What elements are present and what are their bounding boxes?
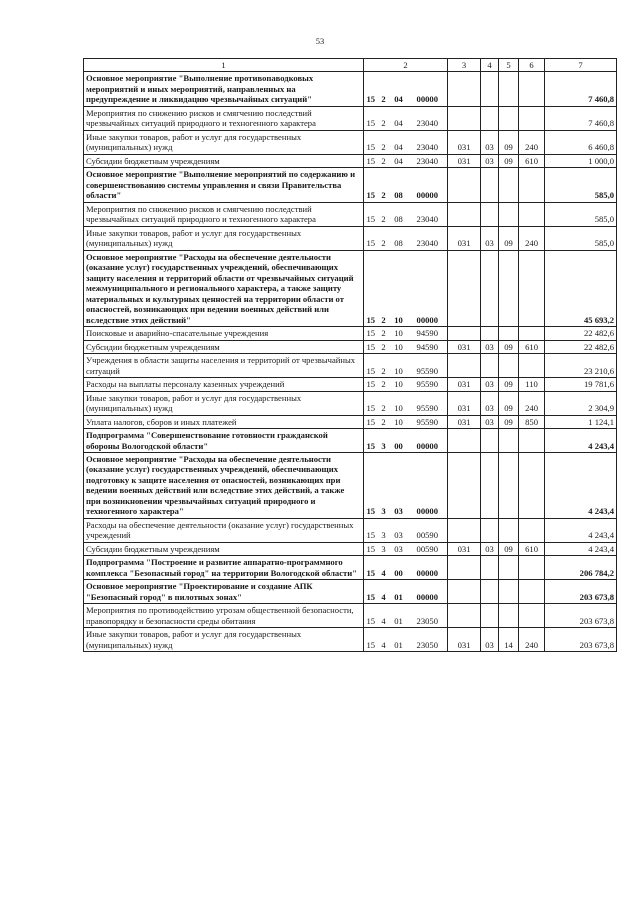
direction-code: 00000 (408, 580, 448, 604)
measure-code: 04 (390, 130, 408, 154)
grbs-code (448, 72, 481, 106)
amount: 4 243,4 (545, 429, 617, 453)
direction-code: 00000 (408, 429, 448, 453)
measure-code: 01 (390, 628, 408, 652)
direction-code: 23040 (408, 226, 448, 250)
table-row (84, 340, 617, 353)
table-row (84, 106, 617, 130)
grbs-code (448, 106, 481, 130)
row-name: Основное мероприятие "Проектирование и создание АПК "Безопасный город" в пилотных зонах" (84, 580, 364, 604)
row-name: Основное мероприятие "Расходы на обеспечение деятельности (оказание услуг) государственных учреждений, обеспечивающих защиту населения и территорий области от чрезвычайных ситуаций межмуниципального и регионального характера, а также защиту материальных и культурных ценностей на территории области от опасностей, возникающих при ведении военных действий или вследствие этих действий" (84, 250, 364, 326)
grbs-code: 031 (448, 130, 481, 154)
direction-code: 00590 (408, 518, 448, 542)
budget-table (83, 58, 617, 652)
measure-code: 01 (390, 604, 408, 628)
grbs-code (448, 580, 481, 604)
grbs-code (448, 354, 481, 378)
expense-type-code (519, 518, 545, 542)
section-code: 03 (481, 542, 499, 555)
expense-type-code (519, 452, 545, 518)
expense-type-code: 240 (519, 628, 545, 652)
amount: 6 460,8 (545, 130, 617, 154)
amount: 1 000,0 (545, 154, 617, 167)
subprogram-code: 3 (378, 452, 390, 518)
program-code: 15 (364, 378, 378, 391)
table-row (84, 452, 617, 518)
amount: 585,0 (545, 202, 617, 226)
measure-code: 08 (390, 226, 408, 250)
section-code (481, 106, 499, 130)
direction-code: 95590 (408, 415, 448, 428)
direction-code: 23040 (408, 130, 448, 154)
direction-code: 94590 (408, 340, 448, 353)
measure-code: 08 (390, 202, 408, 226)
grbs-code: 031 (448, 415, 481, 428)
subsection-code: 09 (499, 340, 519, 353)
column-header-6: 6 (519, 59, 545, 72)
subprogram-code: 2 (378, 327, 390, 340)
row-name: Мероприятия по противодействию угрозам общественной безопасности, правопорядку и безопасности среды обитания (84, 604, 364, 628)
row-name: Субсидии бюджетным учреждениям (84, 542, 364, 555)
amount: 22 482,6 (545, 340, 617, 353)
table-row (84, 415, 617, 428)
direction-code: 94590 (408, 327, 448, 340)
direction-code: 95590 (408, 391, 448, 415)
measure-code: 10 (390, 354, 408, 378)
table-row (84, 429, 617, 453)
program-code: 15 (364, 250, 378, 326)
subsection-code (499, 202, 519, 226)
subsection-code (499, 250, 519, 326)
amount: 23 210,6 (545, 354, 617, 378)
row-name: Поисковые и аварийно-спасательные учреждения (84, 327, 364, 340)
expense-type-code (519, 556, 545, 580)
measure-code: 04 (390, 106, 408, 130)
direction-code: 00000 (408, 72, 448, 106)
section-code: 03 (481, 378, 499, 391)
row-name: Подпрограмма "Совершенствование готовности гражданской обороны Вологодской области" (84, 429, 364, 453)
grbs-code (448, 168, 481, 202)
subsection-code: 09 (499, 130, 519, 154)
table-row (84, 391, 617, 415)
amount: 7 460,8 (545, 106, 617, 130)
section-code: 03 (481, 154, 499, 167)
expense-type-code (519, 106, 545, 130)
expense-type-code (519, 327, 545, 340)
section-code (481, 556, 499, 580)
table-row (84, 354, 617, 378)
expense-type-code (519, 354, 545, 378)
table-row (84, 628, 617, 652)
direction-code: 23050 (408, 604, 448, 628)
direction-code: 23040 (408, 106, 448, 130)
measure-code: 10 (390, 340, 408, 353)
measure-code: 04 (390, 72, 408, 106)
expense-type-code: 610 (519, 340, 545, 353)
grbs-code (448, 250, 481, 326)
measure-code: 10 (390, 415, 408, 428)
grbs-code (448, 452, 481, 518)
subprogram-code: 3 (378, 542, 390, 555)
expense-type-code (519, 250, 545, 326)
amount: 206 784,2 (545, 556, 617, 580)
amount: 203 673,8 (545, 580, 617, 604)
subsection-code (499, 106, 519, 130)
expense-type-code: 240 (519, 130, 545, 154)
program-code: 15 (364, 154, 378, 167)
table-row (84, 72, 617, 106)
program-code: 15 (364, 429, 378, 453)
expense-type-code (519, 429, 545, 453)
subprogram-code: 2 (378, 415, 390, 428)
section-code (481, 354, 499, 378)
direction-code: 00000 (408, 556, 448, 580)
grbs-code: 031 (448, 542, 481, 555)
subsection-code: 14 (499, 628, 519, 652)
grbs-code: 031 (448, 154, 481, 167)
subsection-code (499, 327, 519, 340)
row-name: Подпрограмма "Построение и развитие аппаратно-программного комплекса "Безопасный город" на территории Вологодской области" (84, 556, 364, 580)
program-code: 15 (364, 580, 378, 604)
table-row (84, 250, 617, 326)
program-code: 15 (364, 340, 378, 353)
table-row (84, 378, 617, 391)
amount: 585,0 (545, 168, 617, 202)
row-name: Мероприятия по снижению рисков и смягчению последствий чрезвычайных ситуаций природного и техногенного характера (84, 202, 364, 226)
amount: 22 482,6 (545, 327, 617, 340)
section-code: 03 (481, 391, 499, 415)
subsection-code: 09 (499, 154, 519, 167)
measure-code: 10 (390, 391, 408, 415)
program-code: 15 (364, 542, 378, 555)
program-code: 15 (364, 327, 378, 340)
row-name: Основное мероприятие "Выполнение мероприятий по содержанию и совершенствованию системы управления и связи Правительства области" (84, 168, 364, 202)
table-row (84, 556, 617, 580)
measure-code: 10 (390, 327, 408, 340)
row-name: Расходы на выплаты персоналу казенных учреждений (84, 378, 364, 391)
subsection-code (499, 168, 519, 202)
expense-type-code: 850 (519, 415, 545, 428)
subsection-code (499, 452, 519, 518)
subsection-code (499, 518, 519, 542)
column-header-3: 3 (448, 59, 481, 72)
subprogram-code: 4 (378, 628, 390, 652)
section-code (481, 250, 499, 326)
row-name: Иные закупки товаров, работ и услуг для государственных (муниципальных) нужд (84, 226, 364, 250)
table-row (84, 518, 617, 542)
program-code: 15 (364, 226, 378, 250)
amount: 585,0 (545, 226, 617, 250)
program-code: 15 (364, 106, 378, 130)
row-name: Расходы на обеспечение деятельности (оказание услуг) государственных учреждений (84, 518, 364, 542)
table-header-row (84, 59, 617, 72)
section-code: 03 (481, 628, 499, 652)
subsection-code: 09 (499, 391, 519, 415)
amount: 2 304,9 (545, 391, 617, 415)
measure-code: 00 (390, 556, 408, 580)
grbs-code: 031 (448, 628, 481, 652)
expense-type-code (519, 168, 545, 202)
expense-type-code: 110 (519, 378, 545, 391)
section-code (481, 580, 499, 604)
subprogram-code: 2 (378, 72, 390, 106)
measure-code: 00 (390, 429, 408, 453)
measure-code: 10 (390, 250, 408, 326)
direction-code: 00590 (408, 542, 448, 555)
subprogram-code: 2 (378, 130, 390, 154)
row-name: Иные закупки товаров, работ и услуг для государственных (муниципальных) нужд (84, 391, 364, 415)
program-code: 15 (364, 628, 378, 652)
table-row (84, 580, 617, 604)
measure-code: 10 (390, 378, 408, 391)
row-name: Основное мероприятие "Выполнение противопаводковых мероприятий и иных мероприятий, направленных на предупреждение и ликвидацию чрезвычайных ситуаций" (84, 72, 364, 106)
row-name: Мероприятия по снижению рисков и смягчению последствий чрезвычайных ситуаций природного и техногенного характера (84, 106, 364, 130)
direction-code: 00000 (408, 250, 448, 326)
expense-type-code: 240 (519, 226, 545, 250)
table-row (84, 154, 617, 167)
page-number: 53 (315, 36, 325, 46)
section-code (481, 327, 499, 340)
column-header-2: 2 (364, 59, 448, 72)
measure-code: 03 (390, 518, 408, 542)
expense-type-code: 240 (519, 391, 545, 415)
subsection-code (499, 72, 519, 106)
grbs-code: 031 (448, 340, 481, 353)
grbs-code: 031 (448, 226, 481, 250)
subprogram-code: 4 (378, 580, 390, 604)
subsection-code (499, 429, 519, 453)
row-name: Субсидии бюджетным учреждениям (84, 154, 364, 167)
table-row (84, 327, 617, 340)
subsection-code (499, 354, 519, 378)
direction-code: 95590 (408, 354, 448, 378)
section-code (481, 429, 499, 453)
subprogram-code: 2 (378, 354, 390, 378)
subsection-code (499, 580, 519, 604)
amount: 7 460,8 (545, 72, 617, 106)
subprogram-code: 3 (378, 429, 390, 453)
table-row (84, 604, 617, 628)
direction-code: 00000 (408, 452, 448, 518)
subsection-code: 09 (499, 415, 519, 428)
column-header-7: 7 (545, 59, 617, 72)
program-code: 15 (364, 452, 378, 518)
subprogram-code: 2 (378, 168, 390, 202)
subprogram-code: 2 (378, 378, 390, 391)
subsection-code: 09 (499, 226, 519, 250)
program-code: 15 (364, 130, 378, 154)
program-code: 15 (364, 168, 378, 202)
program-code: 15 (364, 556, 378, 580)
expense-type-code (519, 72, 545, 106)
row-name: Субсидии бюджетным учреждениям (84, 340, 364, 353)
grbs-code (448, 556, 481, 580)
section-code (481, 202, 499, 226)
section-code (481, 518, 499, 542)
program-code: 15 (364, 415, 378, 428)
section-code (481, 72, 499, 106)
row-name: Уплата налогов, сборов и иных платежей (84, 415, 364, 428)
section-code: 03 (481, 226, 499, 250)
direction-code: 00000 (408, 168, 448, 202)
expense-type-code (519, 604, 545, 628)
measure-code: 08 (390, 168, 408, 202)
grbs-code (448, 429, 481, 453)
subprogram-code: 2 (378, 250, 390, 326)
program-code: 15 (364, 391, 378, 415)
section-code: 03 (481, 415, 499, 428)
grbs-code (448, 604, 481, 628)
subprogram-code: 2 (378, 154, 390, 167)
amount: 4 243,4 (545, 452, 617, 518)
measure-code: 04 (390, 154, 408, 167)
grbs-code: 031 (448, 378, 481, 391)
row-name: Иные закупки товаров, работ и услуг для государственных (муниципальных) нужд (84, 130, 364, 154)
table-row (84, 542, 617, 555)
column-header-4: 4 (481, 59, 499, 72)
program-code: 15 (364, 202, 378, 226)
program-code: 15 (364, 518, 378, 542)
section-code: 03 (481, 340, 499, 353)
expense-type-code: 610 (519, 154, 545, 167)
subprogram-code: 4 (378, 604, 390, 628)
amount: 4 243,4 (545, 542, 617, 555)
table-row (84, 202, 617, 226)
amount: 19 781,6 (545, 378, 617, 391)
amount: 45 693,2 (545, 250, 617, 326)
program-code: 15 (364, 354, 378, 378)
grbs-code (448, 202, 481, 226)
grbs-code: 031 (448, 391, 481, 415)
subprogram-code: 2 (378, 226, 390, 250)
measure-code: 01 (390, 580, 408, 604)
subprogram-code: 2 (378, 202, 390, 226)
expense-type-code (519, 202, 545, 226)
table-row (84, 226, 617, 250)
row-name: Учреждения в области защиты населения и территорий от чрезвычайных ситуаций (84, 354, 364, 378)
amount: 4 243,4 (545, 518, 617, 542)
section-code: 03 (481, 130, 499, 154)
amount: 1 124,1 (545, 415, 617, 428)
section-code (481, 452, 499, 518)
subsection-code: 09 (499, 378, 519, 391)
section-code (481, 168, 499, 202)
subprogram-code: 4 (378, 556, 390, 580)
program-code: 15 (364, 604, 378, 628)
expense-type-code (519, 580, 545, 604)
section-code (481, 604, 499, 628)
subprogram-code: 2 (378, 391, 390, 415)
row-name: Иные закупки товаров, работ и услуг для государственных (муниципальных) нужд (84, 628, 364, 652)
direction-code: 95590 (408, 378, 448, 391)
subprogram-code: 3 (378, 518, 390, 542)
subsection-code (499, 604, 519, 628)
row-name: Основное мероприятие "Расходы на обеспечение деятельности (оказание услуг) государственных учреждений, обеспечивающих подготовку к защите населения от опасностей, возникающих при ведении военных действий или вследствие этих действий, а также при возникновении чрезвычайных ситуаций природного и техногенного характера" (84, 452, 364, 518)
subsection-code (499, 556, 519, 580)
program-code: 15 (364, 72, 378, 106)
subsection-code: 09 (499, 542, 519, 555)
measure-code: 03 (390, 542, 408, 555)
column-header-5: 5 (499, 59, 519, 72)
subprogram-code: 2 (378, 106, 390, 130)
grbs-code (448, 518, 481, 542)
amount: 203 673,8 (545, 628, 617, 652)
amount: 203 673,8 (545, 604, 617, 628)
column-header-1: 1 (84, 59, 364, 72)
table-row (84, 130, 617, 154)
table-row (84, 168, 617, 202)
expense-type-code: 610 (519, 542, 545, 555)
direction-code: 23040 (408, 202, 448, 226)
direction-code: 23050 (408, 628, 448, 652)
subprogram-code: 2 (378, 340, 390, 353)
measure-code: 03 (390, 452, 408, 518)
direction-code: 23040 (408, 154, 448, 167)
grbs-code (448, 327, 481, 340)
